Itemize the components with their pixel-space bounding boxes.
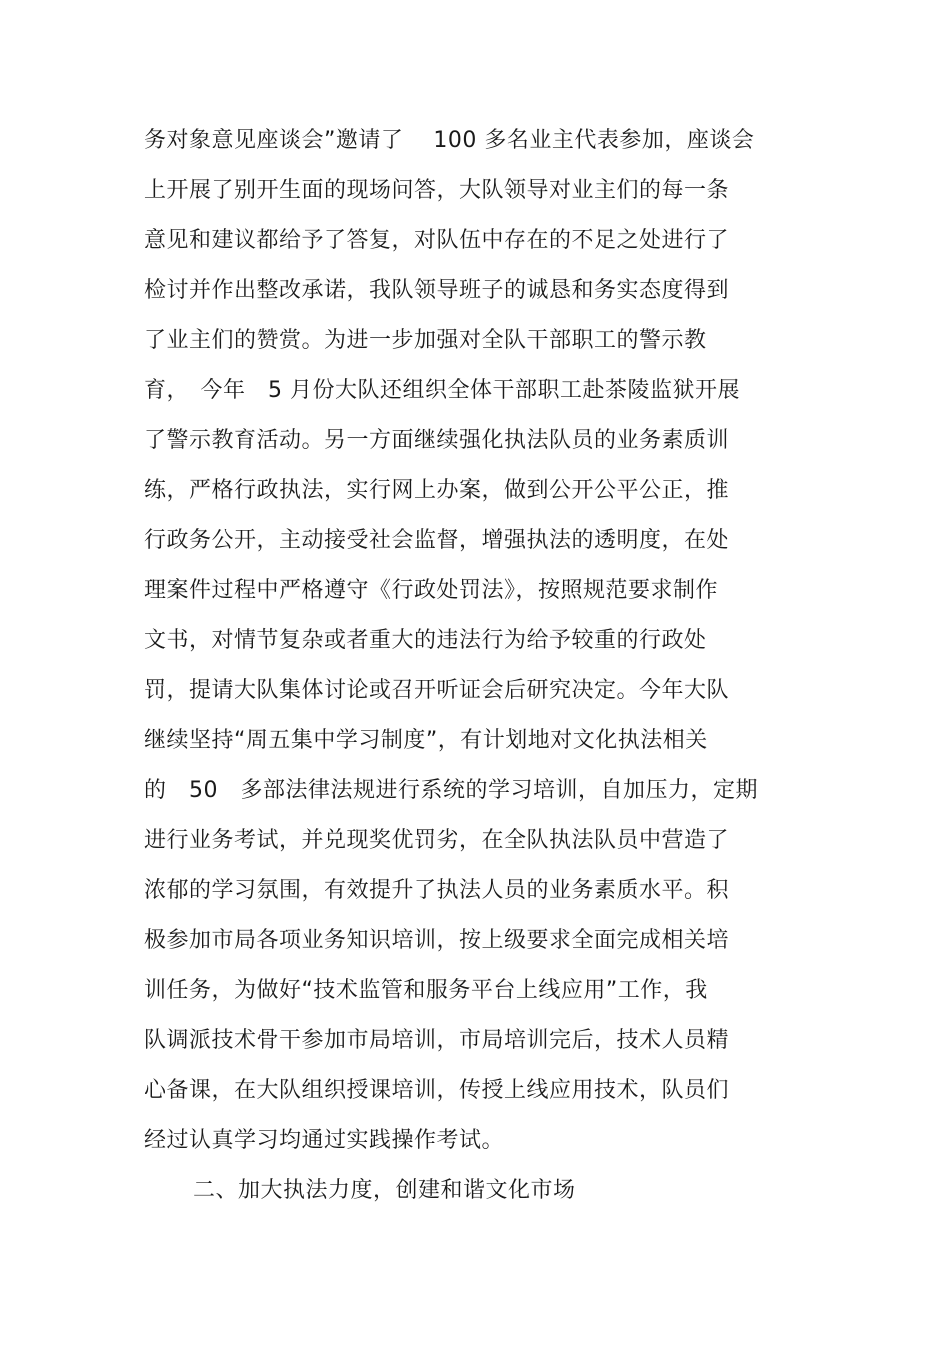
body-line-3: 意见和建议都给予了答复，对队伍中存在的不足之处进行了 — [144, 228, 730, 253]
body-line-11: 文书，对情节复杂或者重大的违法行为给予较重的行政处 — [144, 628, 707, 653]
body-line-9: 行政务公开，主动接受社会监督，增强执法的透明度，在处 — [144, 528, 730, 553]
body-line-7: 了警示教育活动。另一方面继续强化执法队员的业务素质训 — [144, 428, 730, 453]
body-line-6: 育， 今年 5 月份大队还组织全体干部职工赴茶陵监狱开展 — [144, 378, 740, 403]
body-line-15: 进行业务考试，并兑现奖优罚劣，在全队执法队员中营造了 — [144, 828, 730, 853]
body-line-10: 理案件过程中严格遵守《行政处罚法》，按照规范要求制作 — [144, 578, 719, 603]
body-line-5: 了业主们的赞赏。为进一步加强对全队干部职工的警示教 — [144, 328, 707, 353]
body-line-8: 练，严格行政执法，实行网上办案，做到公开公平公正，推 — [144, 478, 730, 503]
body-line-14: 的 50 多部法律法规进行系统的学习培训，自加压力，定期 — [144, 778, 758, 803]
body-line-13: 继续坚持“周五集中学习制度”，有计划地对文化执法相关 — [144, 728, 708, 753]
body-line-19: 队调派技术骨干参加市局培训，市局培训完后，技术人员精 — [144, 1028, 730, 1053]
body-line-17: 极参加市局各项业务知识培训，按上级要求全面完成相关培 — [144, 928, 730, 953]
section-heading: 二、加大执法力度，创建和谐文化市场 — [193, 1178, 576, 1203]
body-line-12: 罚，提请大队集体讨论或召开听证会后研究决定。今年大队 — [144, 678, 730, 703]
body-line-1: 务对象意见座谈会”邀请了 100 多名业主代表参加，座谈会 — [144, 128, 755, 153]
body-line-2: 上开展了别开生面的现场问答，大队领导对业主们的每一条 — [144, 178, 730, 203]
body-line-20: 心备课，在大队组织授课培训，传授上线应用技术，队员们 — [144, 1078, 730, 1103]
body-line-16: 浓郁的学习氛围，有效提升了执法人员的业务素质水平。积 — [144, 878, 730, 903]
body-line-4: 检讨并作出整改承诺，我队领导班子的诚恳和务实态度得到 — [144, 278, 730, 303]
body-line-21: 经过认真学习均通过实践操作考试。 — [144, 1128, 505, 1153]
body-line-18: 训任务，为做好“技术监管和服务平台上线应用”工作，我 — [144, 978, 708, 1003]
